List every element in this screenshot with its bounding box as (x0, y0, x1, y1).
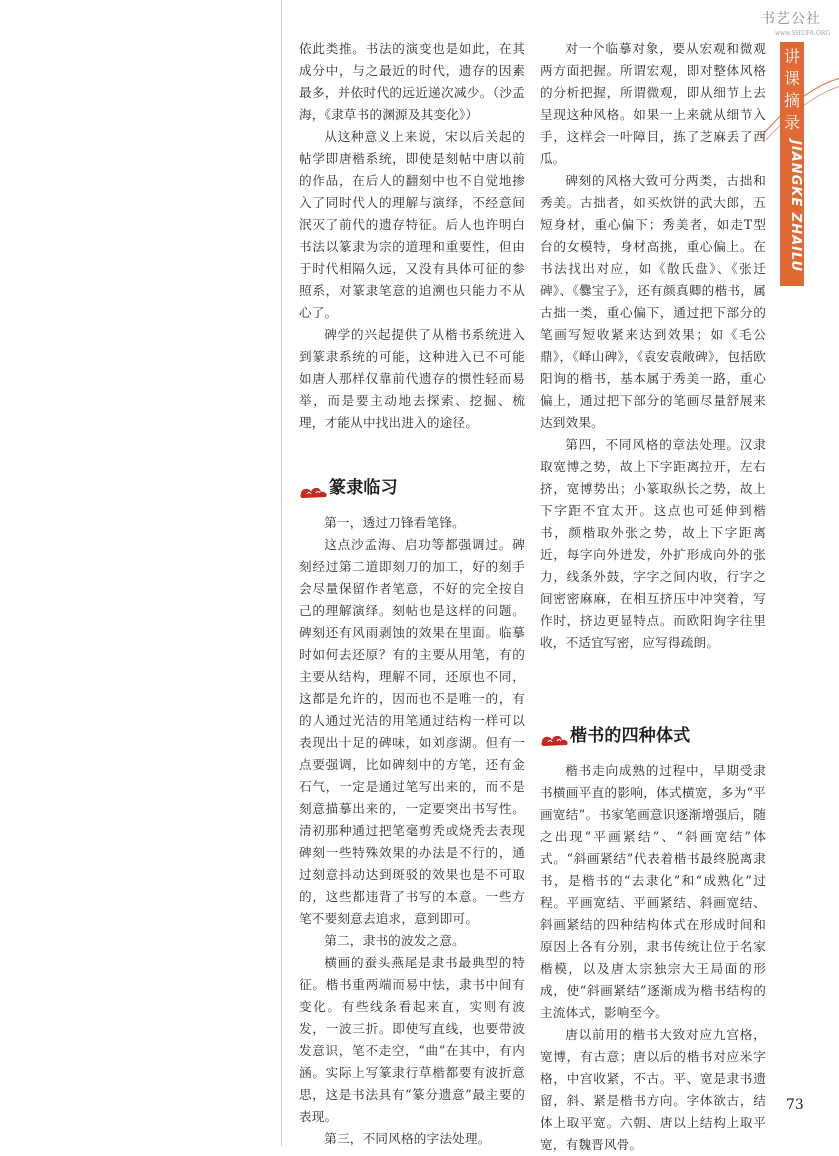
paragraph: 这点沙孟海、启功等都强调过。碑刻经过第二道即刻刀的加工，好的刻手会尽量保留作者笔意，不好的完全按自己的理解演绎。刻帖也是这样的问题。碑刻还有风雨剥蚀的效果在里面。临摹时如何去还原？有的主要从用笔，有的主要从结构，理解不同，还原也不同，这都是允许的，因而也不是唯一的，有的人通过光洁的用笔通过结构一样可以表现出十足的碑味，如刘彦湖。但有一点要强调，比如碑刻中的方笔，还有金石气，一定是通过笔写出来的，而不是刻意描摹出来的，一定要突出书写性。清初那种通过把笔毫剪秃或烧秃去表现碑刻一些特殊效果的办法是不行的，通过刻意抖动达到斑驳的效果也是不可取的，这些都违背了书写的本意。一些方笔不要刻意去追求，意到即可。 (299, 537, 525, 926)
section-tab-char: 录 (783, 113, 800, 132)
site-logo (761, 8, 833, 40)
paragraph: 第一，透过刀锋看笔锋。 (324, 515, 465, 530)
left-blank-margin (0, 0, 282, 1146)
section-tab-char: 讲 (783, 47, 800, 66)
paragraph: 第四，不同风格的章法处理。汉隶取宽博之势，故上下字距离拉开，左右挤，宽博势出；小篆取纵长之势，故上下字距不宜太开。这点也可延伸到楷书，颜楷取外张之势，故上下字距离近，每字向外迸发，外扩形成向外的张力，线条外鼓，字字之间内收，行字之间密密麻麻，在相互挤压中冲突着，写作时，挤边更显特点。而欧阳询字往里收，不适宜写密，应写得疏朗。 (540, 437, 766, 650)
margin-divider (281, 0, 282, 1146)
section-heading-text: 篆隶临习 (329, 478, 398, 498)
paragraph: 碑刻的风格大致可分两类，古拙和秀美。古拙者，如买炊饼的武大郎，五短身材，重心偏下；秀美者，如走T型台的女模特，身材高挑，重心偏上。在书法找出对应，如《散氏盘》、《张迁碑》、《爨宝子》，还有颜真卿的楷书，属古拙一类，重心偏下，通过把下部分的笔画写短收紧来达到效果；如《毛公鼎》，《峄山碑》，《袁安袁敞碑》，包括欧阳询的楷书，基本属于秀美一路，重心偏上，通过把下部分的笔画尽量舒展来达到效果。 (540, 173, 766, 430)
paragraph: 从这种意义上来说，宋以后关起的帖学即唐楷系统，即使是刻帖中唐以前的作品，在后人的翻刻中也不自觉地掺入了同时代人的理解与演绎，不经意间泯灭了前代的遗存特征。后人也许明白书法以篆隶为宗的道理和重要性，但由于时代相隔久远，又没有具体可征的参照系，对篆隶笔意的追溯也只能力不从心了。 (299, 129, 525, 320)
section-heading-four-styles (540, 716, 766, 756)
paragraph: 依此类推。书法的演变也是如此，在其成分中，与之最近的时代，遗存的因素最多，并依时代的远近递次减少。（沙孟海，《隶草书的渊源及其变化》） (299, 41, 525, 122)
text-column-right (540, 38, 766, 1156)
paragraph: 唐以前用的楷书大致对应九宫格，宽博，有古意；唐以后的楷书对应米字格，中宫收紧，不古。平、宽是隶书遗留，斜、紧是楷书方向。字体欲古，结体上取平宽。六朝、唐以上结构上取平宽，有魏晋风骨。 (540, 1027, 766, 1152)
section-tab-char: 课 (783, 69, 800, 88)
section-tab-title (782, 46, 802, 134)
paragraph: 第二，隶书的波发之意。 (324, 933, 465, 948)
auspicious-cloud-icon (299, 484, 329, 502)
section-tab-subtitle: JIANGKE ZHAILU (788, 140, 803, 273)
section-tab-char: 摘 (783, 91, 800, 110)
paragraph: 碑学的兴起提供了从楷书系统进入到篆隶系统的可能，这种进入已不可能如唐人那样仅靠前代遗存的惯性轻而易举，而是要主动地去探索、挖掘、梳理，才能从中找出进入的途径。 (299, 327, 525, 430)
paragraph: 楷书走向成熟的过程中，早期受隶书横画平直的影响，体式横宽，多为“平画宽结”。书家笔画意识逐渐增强后，随之出现“平画紧结”、“斜画宽结”体式。“斜画紧结”代表着楷书最终脱离隶书，是楷书的“去隶化”和“成熟化”过程。平画宽结、平画紧结、斜画宽结、斜画紧结的四种结构体式在形成时间和原因上各有分别，隶书传统让位于名家楷模，以及唐太宗独宗大王局面的形成，使“斜画紧结”逐渐成为楷书结构的主流体式，影响至今。 (540, 763, 766, 1020)
logo-url: www.SHUFA.ORG (775, 30, 831, 37)
logo-text: 书艺公社 (761, 11, 821, 27)
section-heading-text: 楷书的四种体式 (570, 726, 691, 746)
paragraph: 对一个临摹对象，要从宏观和微观两方面把握。所谓宏观，即对整体风格的分析把握，所谓微观，即从细节上去呈现这种风格。如果一上来就从细节入手，这样会一叶障目，拣了芝麻丢了西瓜。 (540, 41, 766, 166)
paragraph: 横画的蚕头燕尾是隶书最典型的特征。楷书重两端而易中怯，隶书中间有变化。有些线条看起来直，实则有波发，一波三折。即使写直线，也要带波发意识，笔不走空，“曲”在其中，有内涵。实际上写篆隶行草楷都要有波折意思，这是书法具有“篆分遗意”最主要的表现。 (299, 955, 525, 1124)
text-column-left (299, 38, 525, 1150)
page-number: 73 (786, 1097, 804, 1113)
section-heading-seal-clerical (299, 468, 525, 508)
auspicious-cloud-icon (540, 732, 570, 750)
paragraph: 第三，不同风格的字法处理。 (324, 1131, 491, 1146)
